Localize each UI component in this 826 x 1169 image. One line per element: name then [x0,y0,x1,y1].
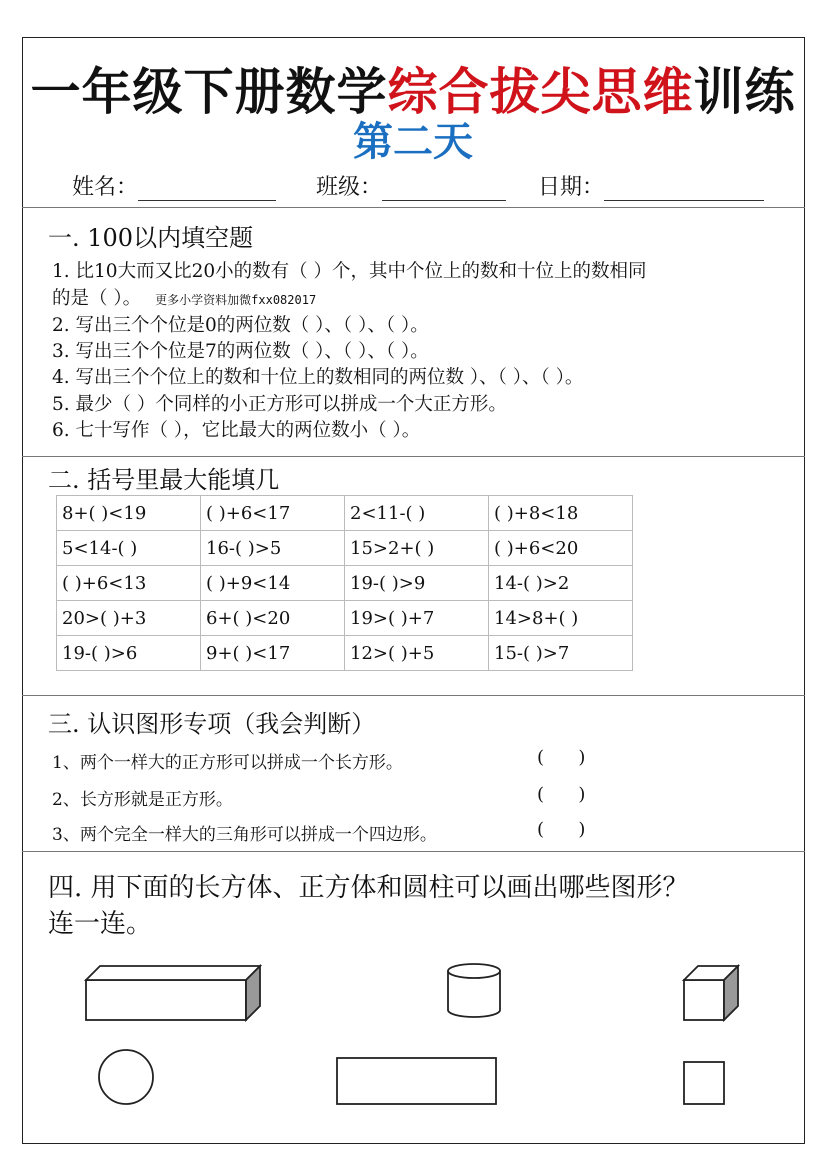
table-cell[interactable]: 19-( )>6 [57,636,201,671]
table-cell[interactable]: ( )+8<18 [489,496,633,531]
table-cell[interactable]: 14-( )>2 [489,566,633,601]
question-3: 3. 写出三个个位是7的两位数（ ）、（ ）、（ ）。 [52,341,429,362]
cylinder-shape[interactable] [448,964,500,1017]
square-shape[interactable] [684,1062,724,1104]
judge-item-1: 1、两个一样大的正方形可以拼成一个长方形。 [52,753,403,773]
table-cell[interactable]: ( )+9<14 [201,566,345,601]
table-cell[interactable]: 5<14-( ) [57,531,201,566]
judge-item-2: 2、长方形就是正方形。 [52,790,233,810]
table-cell[interactable]: 9+( )<17 [201,636,345,671]
answer-blank-3[interactable]: ( ) [537,819,586,840]
table-cell[interactable]: 20>( )+3 [57,601,201,636]
table-cell[interactable]: 12>( )+5 [345,636,489,671]
page-subtitle: 第二天 [353,119,473,165]
table-cell[interactable]: 16-( )>5 [201,531,345,566]
name-field[interactable]: 姓名： [72,170,276,201]
table-cell[interactable]: 19-( )>9 [345,566,489,601]
table-cell[interactable]: 14>8+( ) [489,601,633,636]
table-cell[interactable]: 19>( )+7 [345,601,489,636]
table-cell[interactable]: 8+( )<19 [57,496,201,531]
cube-shape[interactable] [684,966,738,1020]
section1-heading: 一. 100以内填空题 [48,224,254,252]
question-1-cont: 的是（ ）。 更多小学资料加微fxx082017 [52,288,317,309]
table-cell[interactable]: 2<11-( ) [345,496,489,531]
table-cell[interactable]: ( )+6<13 [57,566,201,601]
cuboid-shape[interactable] [86,966,260,1020]
question-1: 1. 比10大而又比20小的数有（ ）个，其中个位上的数和十位上的数相同 [52,261,647,282]
answer-blank-1[interactable]: ( ) [537,747,586,768]
table-cell[interactable]: 15>2+( ) [345,531,489,566]
circle-shape[interactable] [99,1050,153,1104]
section2-heading: 二. 括号里最大能填几 [48,466,280,494]
section4-heading-line1: 四. 用下面的长方体、正方体和圆柱可以画出哪些图形？ [48,873,689,903]
answer-blank-2[interactable]: ( ) [537,784,586,805]
contact-note: 更多小学资料加微fxx082017 [155,293,317,307]
question-4: 4. 写出三个个位上的数和十位上的数相同的两位数 ）、（ ）、（ ）。 [52,367,584,388]
question-2: 2. 写出三个个位是0的两位数（ ）、（ ）、（ ）。 [52,315,429,336]
date-field[interactable]: 日期： [538,170,764,201]
section4-heading-line2: 连一连。 [48,909,153,939]
section3-heading: 三. 认识图形专项（我会判断） [48,710,376,738]
table-cell[interactable]: 15-( )>7 [489,636,633,671]
page-title: 一年级下册数学综合拔尖思维训练 [30,63,796,121]
class-field[interactable]: 班级： [316,170,506,201]
table-cell[interactable]: ( )+6<20 [489,531,633,566]
judge-item-3: 3、两个完全一样大的三角形可以拼成一个四边形。 [52,825,437,845]
question-6: 6. 七十写作（ ），它比最大的两位数小（ ）。 [52,420,421,441]
table-cell[interactable]: 6+( )<20 [201,601,345,636]
rectangle-shape[interactable] [337,1058,496,1104]
table-cell[interactable]: ( )+6<17 [201,496,345,531]
question-5: 5. 最少（ ）个同样的小正方形可以拼成一个大正方形。 [52,394,507,415]
